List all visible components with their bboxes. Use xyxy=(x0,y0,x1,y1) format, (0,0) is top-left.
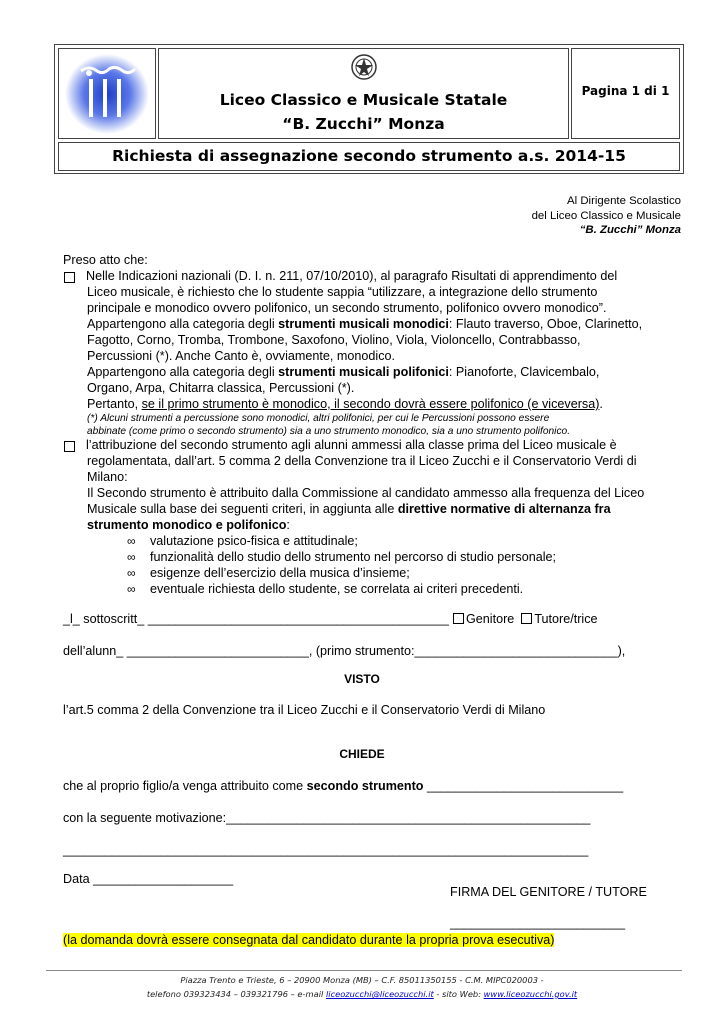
monodici-line-1: Appartengono alla categoria degli strumenti musicali monodici: Flauto traverso, Oboe, Clarinetto, xyxy=(87,317,643,331)
genitore-label: Genitore xyxy=(466,612,515,626)
data-field[interactable]: Data ____________________ xyxy=(63,872,234,886)
preso-atto: Preso atto che: xyxy=(63,253,148,267)
checkbox-icon xyxy=(64,272,75,283)
motivazione-continuation[interactable]: ___________________________________________________________________________ xyxy=(63,843,589,857)
paragraph-2-line-2: regolamentata, dall’art. 5 comma 2 della Convenzione tra il Liceo Zucchi e il Conservatorio Verdi di xyxy=(87,454,637,468)
criteri-line-2: strumento monodico e polifonico: xyxy=(87,518,290,532)
criterio-item: eventuale richiesta dello studente, se correlata ai criteri precedenti. xyxy=(150,582,524,596)
title-cell xyxy=(158,48,569,139)
recipient-line-2: del Liceo Classico e Musicale xyxy=(531,210,681,222)
paragraph-1-line-1: Nelle Indicazioni nazionali (D. I. n. 211, 07/10/2010), al paragrafo Risultati di apprendimento del xyxy=(86,269,618,283)
email-link[interactable]: liceozucchi@liceozucchi.it xyxy=(325,989,434,999)
note-line-2: abbinate (come primo o secondo strumento) sia a uno strumento monodico, sia a uno strumento polifonico. xyxy=(87,426,571,437)
footer-address: Piazza Trento e Trieste, 6 – 20900 Monza (MB) – C.F. 85011350155 - C.M. MIPC020003 - xyxy=(180,975,544,985)
website-link[interactable]: www.liceozucchi.gov.it xyxy=(483,989,578,999)
note-line-1: (*) Alcuni strumenti a percussione sono monodici, altri polifonici, per cui le Percussioni possono essere xyxy=(87,413,550,424)
tutore-checkbox[interactable] xyxy=(521,613,532,624)
monodici-line-3: Percussioni (*). Anche Canto è, ovviamente, monodico. xyxy=(87,349,396,363)
alunno-field[interactable]: dell’alunn_ __________________________, (primo strumento:_____________________________), xyxy=(63,644,626,658)
school-logo xyxy=(59,49,155,138)
genitore-checkbox[interactable] xyxy=(453,613,464,624)
criterio-item: valutazione psico-fisica e attitudinale; xyxy=(150,534,358,548)
header-table xyxy=(54,44,684,174)
paragraph-1-line-2: Liceo musicale, è richiesto che lo studente sappia “utilizzare, a integrazione dello strumento xyxy=(87,285,598,299)
bullet-icon: ∞ xyxy=(127,566,136,580)
tutore-label: Tutore/trice xyxy=(534,612,598,626)
criterio-item: esigenze dell’esercizio della musica d’insieme; xyxy=(150,566,410,580)
role-options xyxy=(453,611,598,627)
page-indicator: Pagina 1 di 1 xyxy=(581,84,670,98)
document-subject: Richiesta di assegnazione secondo strumento a.s. 2014-15 xyxy=(112,147,626,165)
page-cell xyxy=(571,48,680,139)
polifonici-line-2: Organo, Arpa, Chitarra classica, Percussioni (*). xyxy=(87,381,355,395)
pertanto-line: Pertanto, se il primo strumento è monodico, il secondo dovrà essere polifonico (e viceversa). xyxy=(87,397,603,411)
paragraph-1-line-3: principale e monodico ovvero polifonico, un secondo strumento, polifonico ovvero monodico”. xyxy=(87,301,607,315)
paragraph-2-line-1: l’attribuzione del secondo strumento agli alunni ammessi alla classe prima del Liceo musicale è xyxy=(86,438,617,452)
recipient-line-1: Al Dirigente Scolastico xyxy=(567,195,681,207)
checkbox-icon xyxy=(64,441,75,452)
criterio-item: funzionalità dello studio dello strumento nel percorso di studio personale; xyxy=(150,550,557,564)
paragraph-2-line-4: Il Secondo strumento è attribuito dalla Commissione al candidato ammesso alla frequenza del Liceo xyxy=(87,486,645,500)
subject-cell xyxy=(58,142,680,171)
paragraph-2-line-3: Milano: xyxy=(87,470,128,484)
articolo-text: l’art.5 comma 2 della Convenzione tra il Liceo Zucchi e il Conservatorio Verdi di Milano xyxy=(63,703,546,717)
consegna-note: (la domanda dovrà essere consegnata dal candidato durante la propria prova esecutiva) xyxy=(63,933,555,947)
logo-cell xyxy=(58,48,156,139)
bullet-icon: ∞ xyxy=(127,550,136,564)
secondo-strumento-field[interactable]: che al proprio figlio/a venga attribuito come secondo strumento ____________________________ xyxy=(63,779,624,793)
footer-contacts: telefono 039323434 – 039321796 – e-mail liceozucchi@liceozucchi.it - sito Web: www.liceozucchi.gov.it xyxy=(146,989,578,999)
chiede-heading: CHIEDE xyxy=(339,747,385,761)
sottoscritto-field[interactable]: _l_ sottoscritt_ ___________________________________________ xyxy=(63,612,449,626)
polifonici-line-1: Appartengono alla categoria degli strumenti musicali polifonici: Pianoforte, Clavicembalo, xyxy=(87,365,600,379)
visto-heading: VISTO xyxy=(344,672,380,686)
bullet-icon: ∞ xyxy=(127,582,136,596)
bullet-icon: ∞ xyxy=(127,534,136,548)
recipient-line-3: “B. Zucchi” Monza xyxy=(579,224,681,236)
school-name-2: “B. Zucchi” Monza xyxy=(282,115,445,133)
motivazione-field[interactable]: con la seguente motivazione:____________________________________________________ xyxy=(63,811,591,825)
italian-republic-emblem xyxy=(349,52,379,82)
school-name: Liceo Classico e Musicale Statale xyxy=(219,91,508,109)
footer-divider xyxy=(46,970,682,971)
firma-label: FIRMA DEL GENITORE / TUTORE xyxy=(450,885,647,899)
firma-line[interactable]: _________________________ xyxy=(450,916,626,930)
criteri-line-1: Musicale sulla base dei seguenti criteri, in aggiunta alle direttive normative di alternanza fra xyxy=(87,502,611,516)
monodici-line-2: Fagotto, Corno, Tromba, Trombone, Saxofono, Violino, Viola, Violoncello, Contrabbasso, xyxy=(87,333,581,347)
